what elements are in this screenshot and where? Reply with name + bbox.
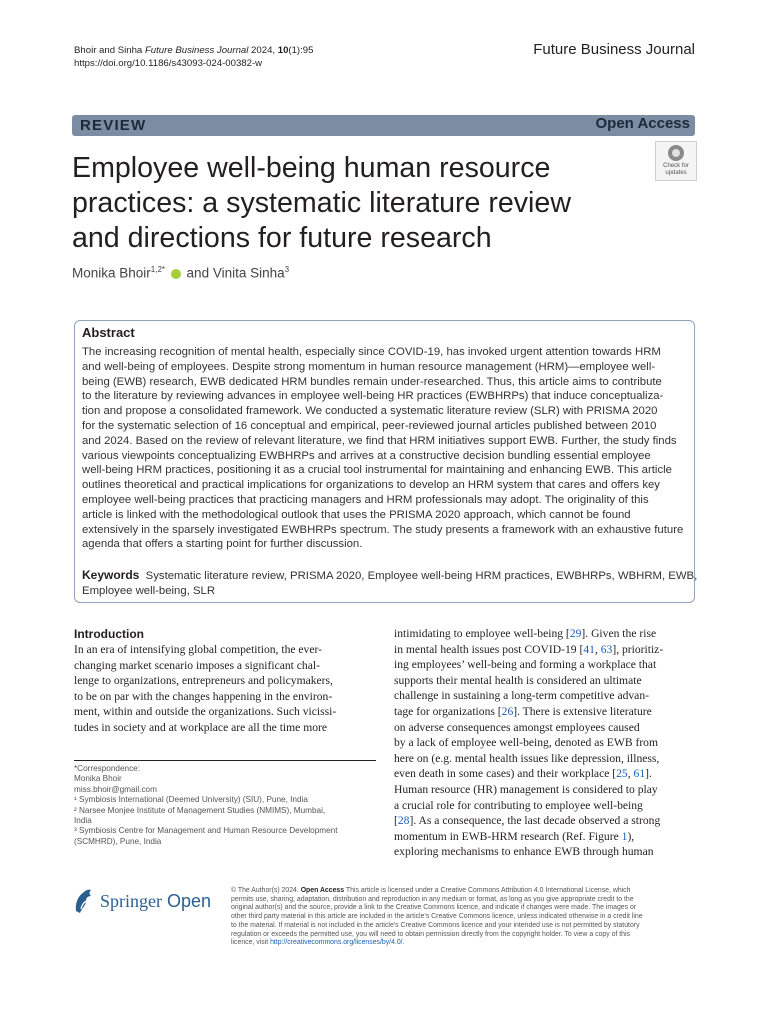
author-name[interactable]: Monika Bhoir (72, 265, 151, 281)
publisher-name: Springer (100, 891, 162, 911)
license-span: licence, visit (231, 939, 271, 947)
journal-name: Future Business Journal (533, 41, 695, 58)
body-line (394, 829, 696, 845)
footnote-line: *Correspondence: (74, 764, 140, 773)
abstract-line: tion and propose a consolidated framework. We conducted a systematic literature review (SLR) with PRISMA 2020 (82, 405, 658, 418)
license-span: . (402, 939, 405, 947)
license-span: © The Author(s) 2024. (231, 887, 301, 894)
body-line: In an era of intensifying global competition, the ever- (74, 643, 322, 656)
orcid-icon[interactable] (171, 269, 181, 279)
footnote-line: ¹ Symbiosis International (Deemed University) (SIU), Pune, India (74, 795, 308, 805)
license-line: regulation or exceeds the permitted use, you will need to obtain permission directly from the copyright holder. To view a copy of this (231, 930, 630, 938)
body-line: tudes in society and at workplace are all the time more (74, 720, 328, 734)
body-line (394, 766, 696, 782)
abstract-line: and 2024. Based on the review of relevant literature, we find that HRM initiatives support EWB. Further, the study finds (82, 434, 677, 447)
body-line: by a lack of employee well-being, denoted as EWB from (394, 736, 658, 750)
abstract-line: The increasing recognition of mental health, especially since COVID-19, has invoked urgent attention towards HRM (82, 346, 661, 358)
body-text-span: [ (394, 814, 398, 828)
figure-link[interactable]: 1 (621, 829, 628, 843)
body-text-span: ]. (645, 767, 652, 781)
citation-link[interactable]: 61 (633, 767, 646, 781)
license-link[interactable]: http://creativecommons.org/licenses/by/4.0/ (270, 939, 403, 947)
crossmark-label-line: updates (665, 170, 687, 176)
body-text-span: even death in some cases) and their workplace [ (394, 767, 617, 781)
section-heading: Introduction (74, 627, 144, 641)
license-open-access: Open Access (300, 887, 345, 894)
body-line (394, 642, 696, 658)
body-text-span: tage for organizations [ (394, 704, 502, 718)
citation-link[interactable]: 28 (397, 814, 410, 828)
abstract-line: various viewpoints conceptualizing EWBHRPs and arrives at a constructive decision bundling essential employee (82, 449, 651, 462)
doi-link[interactable]: https://doi.org/10.1186/s43093-024-00382-w (74, 58, 263, 69)
body-line: supports their mental health is considered an ultimate (394, 673, 642, 687)
title-line: and directions for future research (72, 222, 492, 254)
license-line: other third party material in this article are included in the article’s Creative Commons licence, unless indicated otherwise in a credit line (231, 913, 643, 921)
abstract-heading: Abstract (82, 325, 135, 340)
author-email-link[interactable]: miss.bhoir@gmail.com (74, 784, 157, 794)
title-line: practices: a systematic literature review (72, 187, 571, 219)
license-line: to the material. If material is not included in the article’s Creative Commons licence and your intended use is not permitted by statutory (231, 921, 640, 929)
author-affiliation-sup: 1,2* (150, 265, 166, 274)
abstract-line: agenda that offers a starting point for further discussion. (82, 538, 363, 551)
abstract-line: employee well-being practices that practicing managers and HRM professionals may adopt. The originality of this (82, 493, 649, 506)
article-title (72, 151, 632, 256)
license-line: original author(s) and the source, provide a link to the Creative Commons licence, and indicate if changes were made. The images or (231, 904, 637, 912)
license-line: permits use, sharing, adaptation, distribution and reproduction in any medium or format, as long as you give appropriate credit to the (231, 895, 634, 903)
citation-link[interactable]: 29 (569, 627, 582, 640)
citation-year: 2024, (248, 45, 278, 56)
intro-column-right (394, 626, 696, 860)
body-line (394, 626, 696, 642)
footnote-divider (74, 760, 376, 761)
title-line: Employee well-being human resource (72, 152, 551, 184)
footnote-line: ³ Symbiosis Centre for Management and Human Resource Development (74, 826, 338, 836)
citation-link[interactable]: 41 (583, 642, 595, 656)
abstract-line: outlines theoretical and practical implications for organizations to develop an HRM system that cares and offers key (82, 479, 660, 492)
abstract-line: extensively in the sparsely investigated EWBHRPs spectrum. The study presents a framework with an exhaustive future (82, 523, 684, 536)
footnotes (74, 764, 376, 847)
springer-horse-icon (72, 887, 96, 915)
citation-authors: Bhoir and Sinha (74, 45, 145, 56)
body-text-span: ], prioritiz- (612, 642, 664, 656)
abstract-line: and well-being of employees. Despite strong momentum in human resource management (HRM)—employee well- (82, 360, 656, 373)
body-line: Human resource (HR) management is considered to play (394, 782, 658, 796)
abstract-line: being (EWB) research, EWB dedicated HRM bundles remain under-researched. Thus, this article aims to contribute (82, 375, 662, 388)
abstract-line: for the systematic selection of 16 conceptual and empirical, peer-reviewed journal articles published between 2010 (82, 419, 657, 432)
author-affiliation-sup: 3 (284, 265, 290, 274)
body-line: changing market scenario imposes a significant chal- (74, 658, 320, 672)
keywords-label: Keywords (82, 568, 140, 582)
citation-line (74, 44, 313, 57)
crossmark-label-line: Check for (663, 163, 689, 169)
body-line: lenge to organizations, entrepreneurs and policymakers, (74, 674, 333, 688)
body-line (394, 704, 696, 720)
author-list (72, 265, 289, 281)
body-line (394, 813, 696, 829)
body-text-span: , (627, 767, 634, 781)
body-line: ing employees’ well-being and forming a workplace that (394, 658, 657, 672)
crossmark-label (656, 163, 696, 177)
body-text-span: ), (627, 829, 635, 843)
body-line: on adverse consequences amongst employees caused (394, 720, 640, 734)
article-type-banner (72, 115, 695, 136)
crossmark-icon (668, 145, 684, 161)
body-line: ment, within and outside the organizations. Such vicissi- (74, 705, 337, 719)
body-text-span: in mental health issues post COVID-19 [ (394, 642, 584, 656)
footnote-line: ² Narsee Monjee Institute of Management Studies (NMIMS), Mumbai, (74, 805, 326, 815)
body-text-span: , (594, 642, 601, 656)
intro-column-left (74, 627, 376, 736)
body-text-span: ]. As a consequence, the last decade observed a strong (409, 814, 661, 828)
keywords-text: Systematic literature review, PRISMA 2020, Employee well-being HRM practices, EWBHRPs, WBHRM, EWB, (145, 570, 698, 582)
publisher-open: Open (167, 891, 212, 911)
keywords-line (82, 568, 698, 584)
citation-link[interactable]: 63 (600, 642, 613, 656)
publisher-logo (100, 891, 211, 912)
license-line (231, 939, 697, 948)
keywords (82, 568, 698, 599)
abstract-line: well-being HRM practices, positioning it as a crucial tool instrumental for maintaining and enhancing EWB. This article (82, 464, 672, 477)
license-span: This article is licensed under a Creative Commons Attribution 4.0 International License, which (344, 887, 631, 894)
footnote-line: Monika Bhoir (74, 774, 122, 784)
abstract-body (82, 345, 690, 552)
body-line: a crucial role for contributing to employee well-being (394, 798, 643, 812)
body-text-span: ]. There is extensive literature (513, 704, 652, 718)
body-line: challenge in sustaining a long-term competitive advan- (394, 689, 649, 703)
citation-issue: (1):95 (288, 45, 314, 56)
body-text-span: momentum in EWB-HRM research (Ref. Figure (394, 829, 622, 843)
abstract-line: article is linked with the methodological outlook that uses the PRISMA 2020 approach, which cannot be found (82, 508, 631, 521)
body-text-span: intimidating to employee well-being [ (394, 627, 570, 640)
check-for-updates-button[interactable] (655, 141, 697, 181)
citation-journal: Future Business Journal (144, 45, 249, 56)
footnote-line: India (74, 816, 92, 826)
citation-header (74, 44, 313, 70)
citation-link[interactable]: 26 (501, 704, 514, 718)
author-name[interactable]: and Vinita Sinha (182, 265, 285, 281)
citation-volume: 10 (277, 45, 289, 56)
open-access-label: Open Access (595, 115, 690, 132)
body-text-span: ]. Given the rise (581, 627, 657, 640)
body-text (74, 642, 376, 736)
body-line: exploring mechanisms to enhance EWB through human (394, 845, 654, 859)
body-line: to be on par with the changes happening in the environ- (74, 689, 333, 703)
footnote-line: (SCMHRD), Pune, India (74, 836, 162, 846)
license-line (231, 887, 697, 896)
license-text (231, 887, 697, 948)
article-type-label: REVIEW (80, 117, 147, 134)
abstract-line: to the literature by reviewing advances in employee well-being HR practices (EWBHRPs) that induce conceptualiza- (82, 390, 664, 403)
body-line: here on (e.g. mental health issues like depression, illness, (394, 751, 660, 765)
keywords-line: Employee well-being, SLR (82, 584, 216, 597)
citation-link[interactable]: 25 (616, 767, 628, 781)
